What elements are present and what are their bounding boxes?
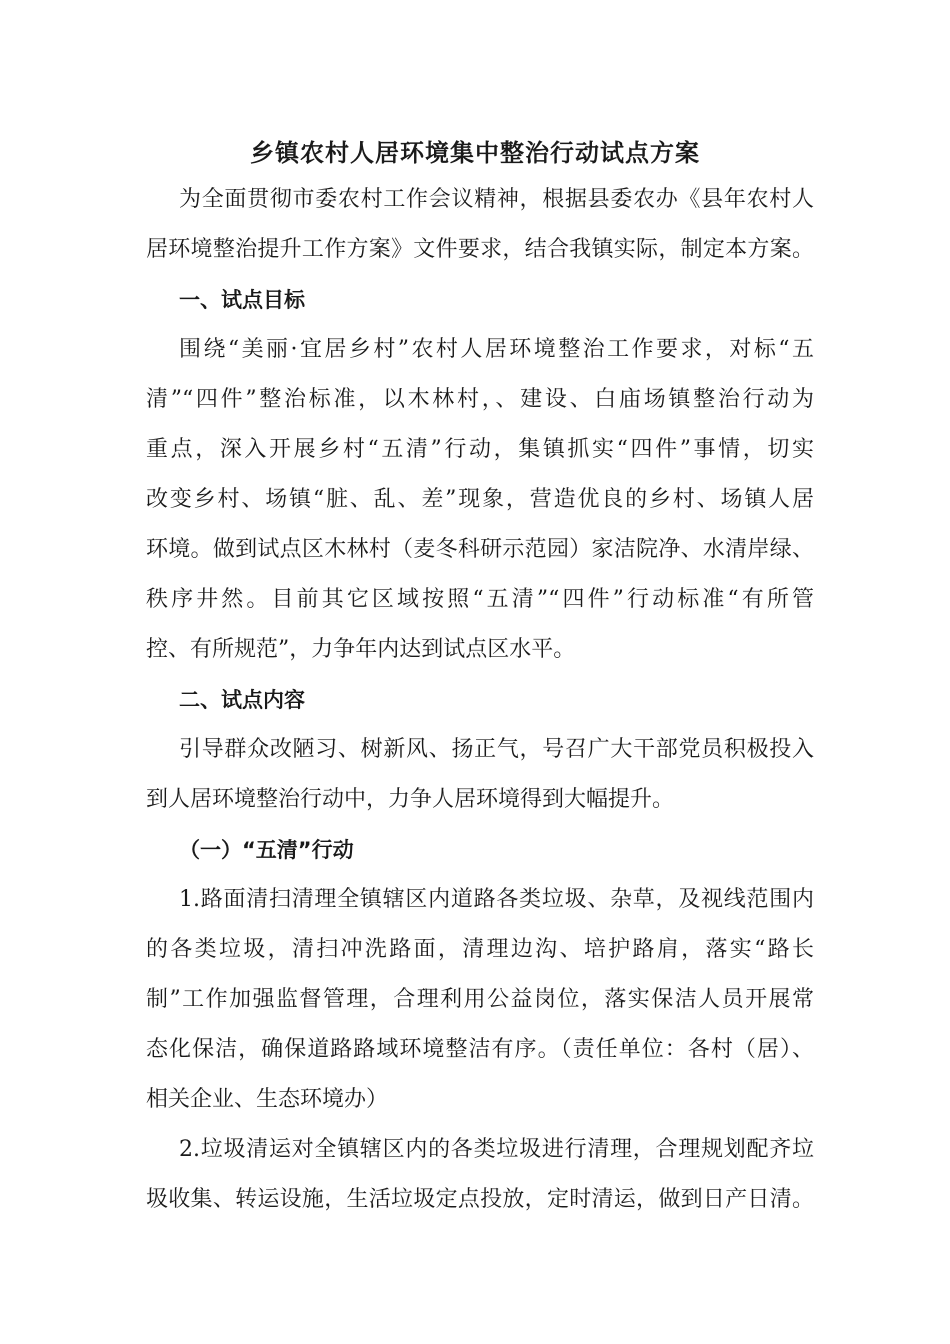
paragraph-line: 2.垃圾清运对全镇辖区内的各类垃圾进行清理，合理规划配齐垃 — [179, 1137, 814, 1162]
paragraph-line: 围绕“美丽·宜居乡村”农村人居环境整治工作要求，对标“五 — [179, 337, 814, 362]
section-heading: （一）“五清”行动 — [179, 838, 354, 862]
document-body — [146, 175, 814, 1225]
paragraph-line: 引导群众改陋习、树新风、扬正气，号召广大干部党员积极投入 — [179, 737, 814, 762]
paragraph-line: 的各类垃圾，清扫冲洗路面，清理边沟、培护路肩，落实“路长 — [146, 937, 814, 962]
paragraph-line: 态化保洁，确保道路路域环境整洁有序。（责任单位：各村（居）、 — [146, 1037, 814, 1062]
paragraph-line: 为全面贯彻市委农村工作会议精神，根据县委农办《县年农村人 — [179, 187, 814, 212]
paragraph-line: 相关企业、生态环境办） — [146, 1087, 389, 1112]
paragraph-line: 到人居环境整治行动中，力争人居环境得到大幅提升。 — [146, 787, 675, 812]
paragraph-line: 控、有所规范”，力争年内达到试点区水平。 — [146, 637, 576, 662]
paragraph-line: 制”工作加强监督管理，合理利用公益岗位，落实保洁人员开展常 — [146, 987, 814, 1012]
document-title: 乡镇农村人居环境集中整治行动试点方案 — [250, 139, 700, 167]
paragraph-line: 圾收集、转运设施，生活垃圾定点投放，定时清运，做到日产日清。 — [146, 1187, 814, 1212]
paragraph-line: 重点，深入开展乡村“五清”行动，集镇抓实“四件”事情，切实 — [146, 437, 814, 462]
paragraph-line: 秩序井然。目前其它区域按照“五清”“四件”行动标准“有所管 — [146, 587, 814, 612]
section-heading: 二、试点内容 — [179, 688, 305, 712]
paragraph-line: 环境。做到试点区木林村（麦冬科研示范园）家洁院净、水清岸绿、 — [146, 537, 814, 562]
paragraph-line: 居环境整治提升工作方案》文件要求，结合我镇实际，制定本方案。 — [146, 237, 814, 262]
paragraph-line: 清”“四件”整治标准，以木林村，、建设、白庙场镇整治行动为 — [146, 387, 814, 412]
section-heading: 一、试点目标 — [179, 288, 305, 312]
paragraph-line: 改变乡村、场镇“脏、乱、差”现象，营造优良的乡村、场镇人居 — [146, 487, 814, 512]
paragraph-line: 1.路面清扫清理全镇辖区内道路各类垃圾、杂草，及视线范围内 — [179, 887, 814, 912]
